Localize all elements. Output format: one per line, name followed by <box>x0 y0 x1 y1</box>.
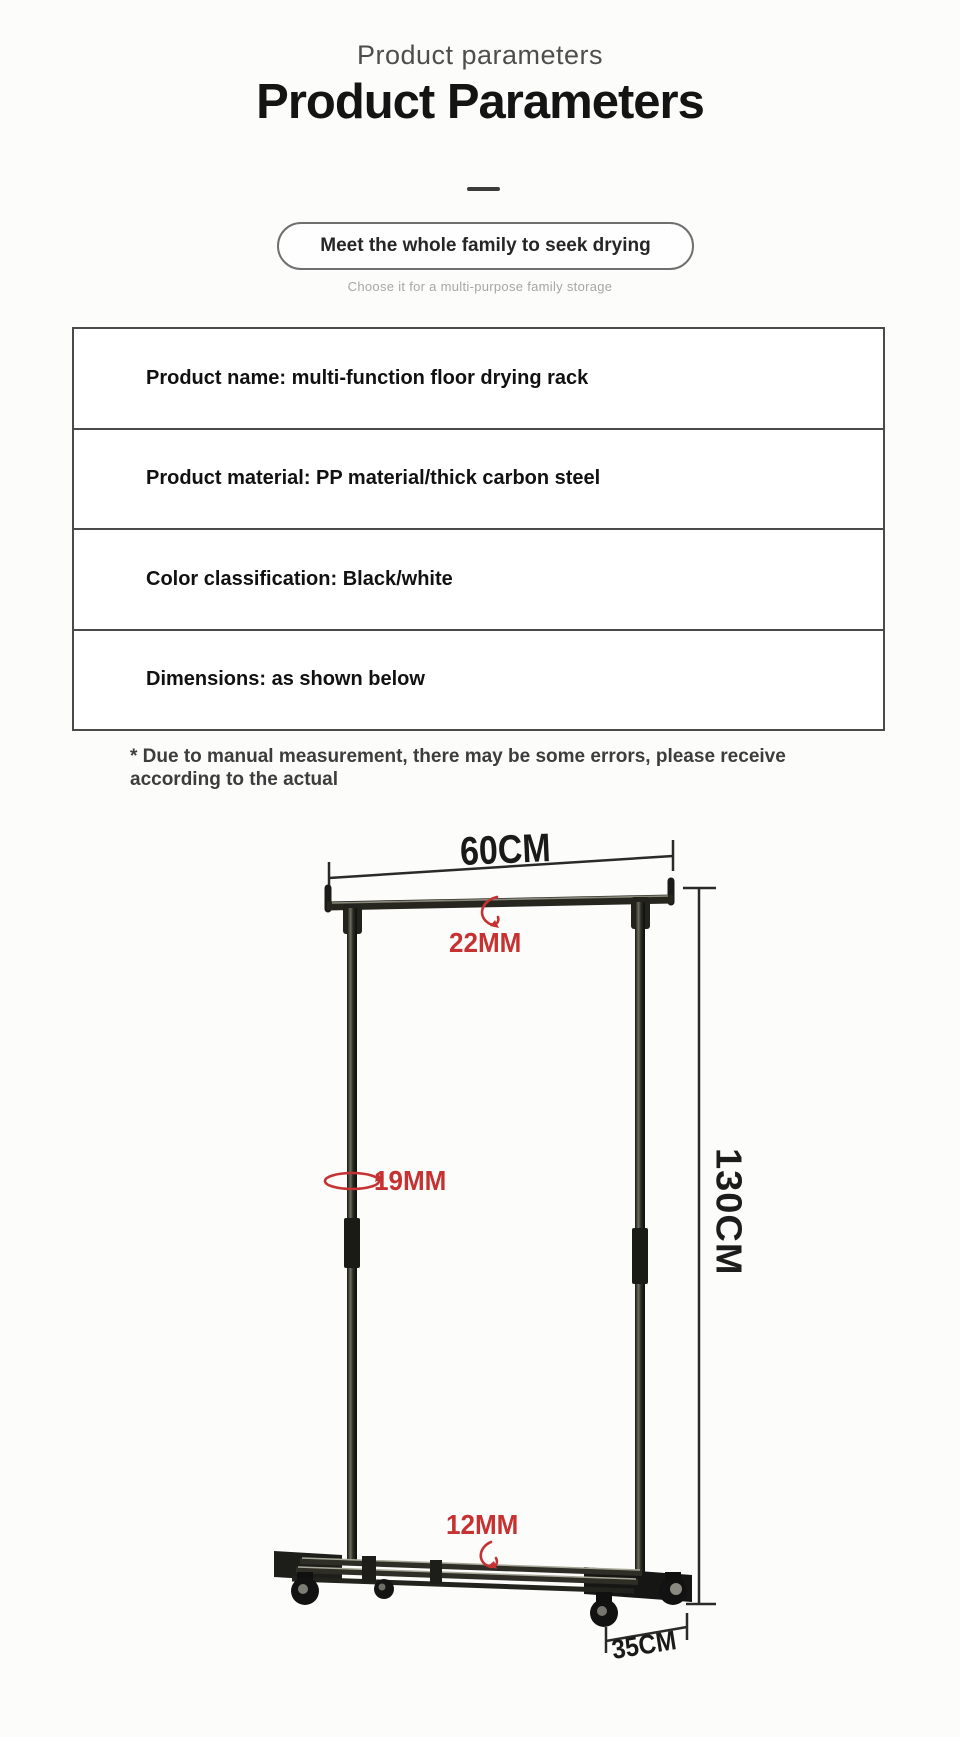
rack-base-frame <box>274 1551 692 1602</box>
height-dimension-label: 130CM <box>708 1148 748 1276</box>
spec-product-name: Product name: multi-function floor drying rack <box>146 366 589 389</box>
width-dimension-label: 60CM <box>459 826 552 874</box>
page-title: Product Parameters <box>256 75 704 129</box>
spec-product-material: Product material: PP material/thick carbon steel <box>146 467 601 490</box>
spec-color-classification: Color classification: Black/white <box>146 567 453 590</box>
top-tube-diameter-label: 22MM <box>449 927 522 958</box>
base-tube-diameter-label: 12MM <box>446 1509 519 1540</box>
measurement-note-line2: according to the actual <box>130 769 338 790</box>
pole-diameter-label: 19MM <box>374 1165 447 1196</box>
section-eyebrow: Product parameters <box>356 40 604 70</box>
rack-poles <box>344 902 648 1575</box>
depth-dimension-label: 35CM <box>609 1625 679 1665</box>
measurement-note-line1: * Due to manual measurement, there may be some errors, please receive <box>130 746 786 767</box>
banner-pill-label: Meet the whole family to seek drying <box>320 235 651 256</box>
spec-dimensions: Dimensions: as shown below <box>146 668 425 691</box>
section-subtitle: Choose it for a multi-purpose family storage <box>347 279 613 294</box>
